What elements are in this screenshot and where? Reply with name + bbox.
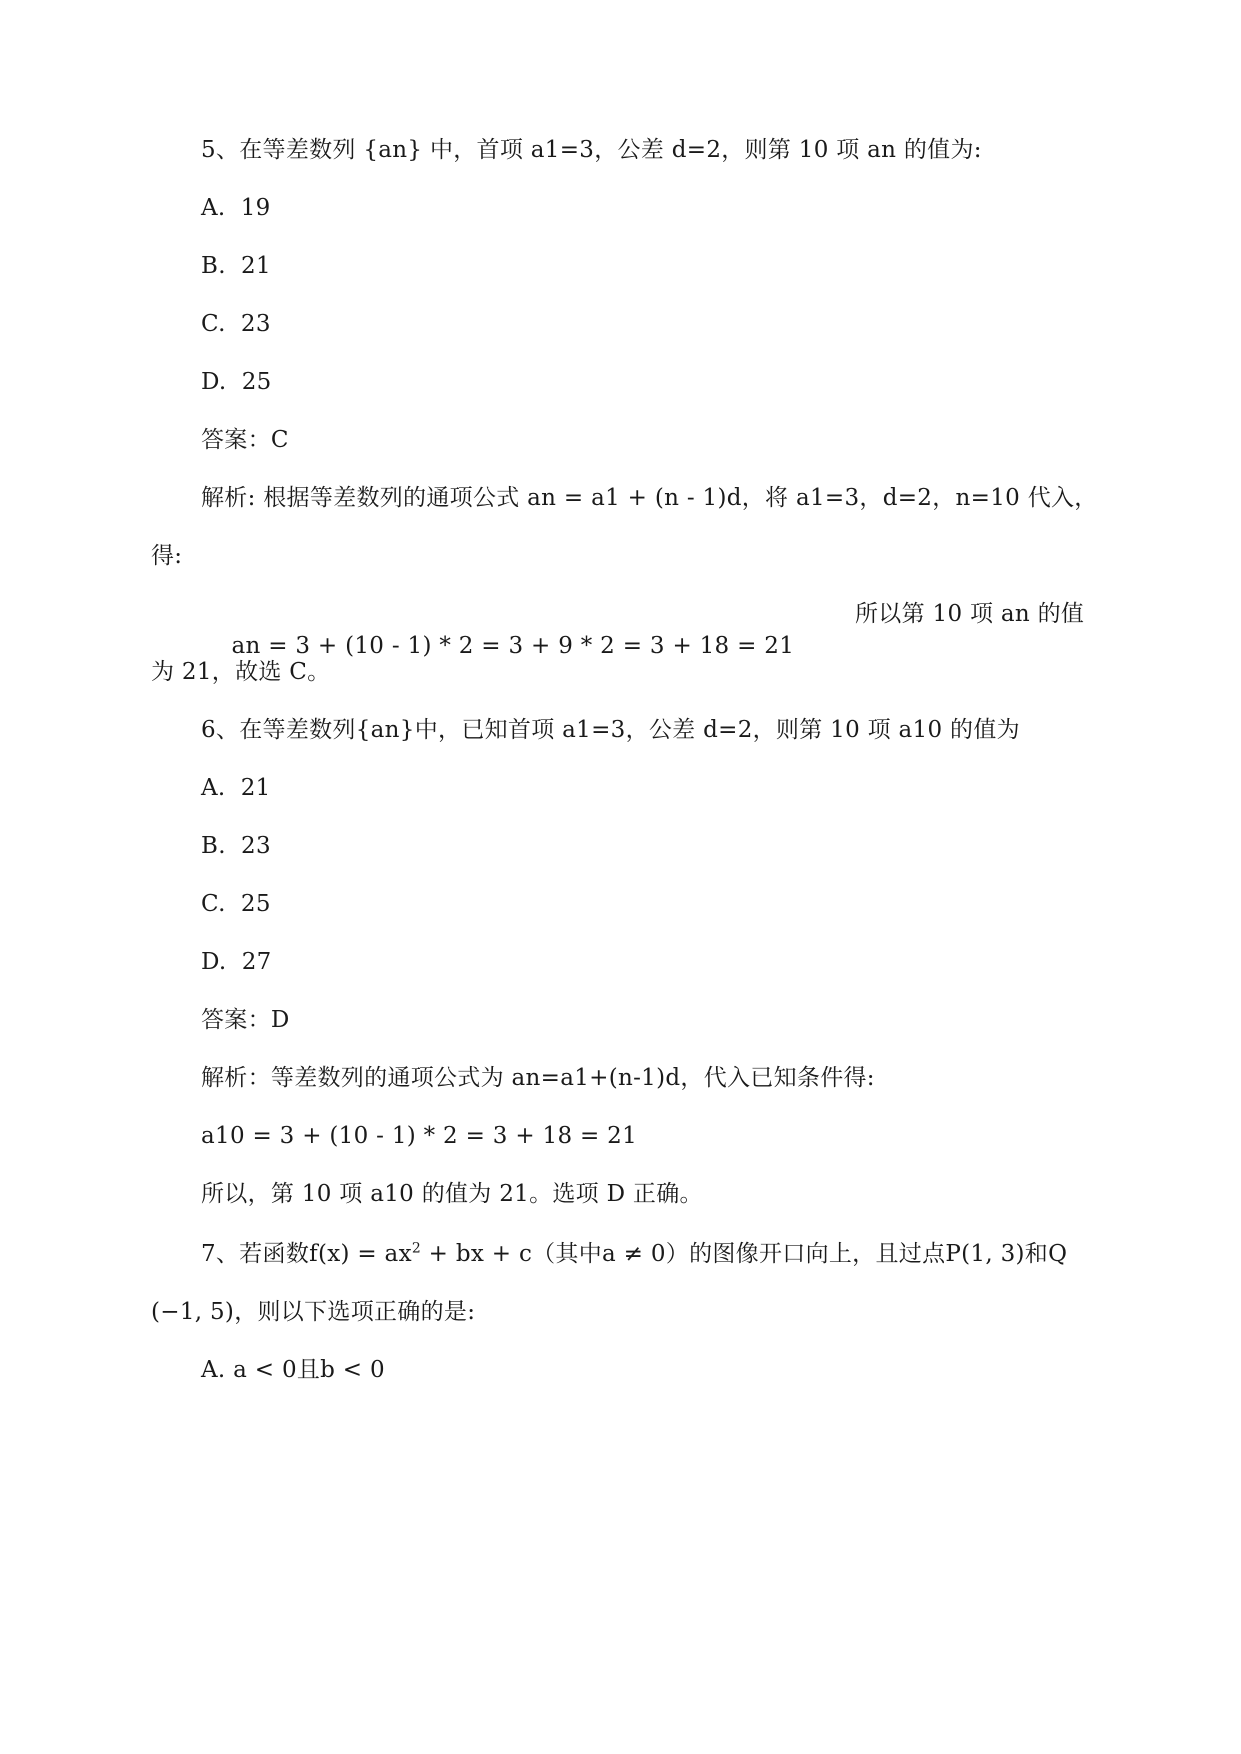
q6-stem: 6、在等差数列{an}中，已知首项 a1=3，公差 d=2，则第 10 项 a10 的值为: [201, 717, 1020, 743]
q6-option-c: C. 25: [201, 891, 271, 917]
q6-option-b: B. 23: [201, 833, 271, 859]
q7-stem-line-2: (−1, 5)，则以下选项正确的是:: [151, 1299, 476, 1325]
q5-analysis-line-4: 为 21，故选 C。: [151, 659, 331, 685]
q5-analysis-line-2: 得:: [151, 543, 183, 569]
q5-analysis-equation: an = 3 + (10 - 1) * 2 = 3 + 9 * 2 = 3 + 18 = 21: [231, 633, 795, 659]
q5-option-d: D. 25: [201, 369, 272, 395]
q7-stem-rest: + bx + c（其中a ≠ 0）的图像开口向上，且过点P(1, 3)和Q: [421, 1241, 1068, 1267]
q5-analysis-line-1: 解析: 根据等差数列的通项公式 an = a1 + (n - 1)d，将 a1=3，d=2，n=10 代入，: [201, 485, 1098, 511]
q5-answer: 答案：C: [201, 427, 289, 453]
q5-analysis-conclusion: 所以第 10 项 an 的值: [855, 601, 1085, 627]
q6-option-a: A. 21: [201, 775, 271, 801]
q6-answer: 答案：D: [201, 1007, 290, 1033]
q6-analysis-line-2: a10 = 3 + (10 - 1) * 2 = 3 + 18 = 21: [201, 1123, 638, 1149]
q6-analysis-line-3: 所以，第 10 项 a10 的值为 21。选项 D 正确。: [201, 1181, 703, 1207]
q5-option-a: A. 19: [201, 195, 271, 221]
q5-stem: 5、在等差数列 {an} 中，首项 a1=3，公差 d=2，则第 10 项 an 的值为:: [201, 137, 982, 163]
q6-option-d: D. 27: [201, 949, 272, 975]
q5-option-b: B. 21: [201, 253, 271, 279]
q7-option-a: A. a < 0且b < 0: [201, 1357, 385, 1383]
q7-stem-function: 7、若函数f(x) = ax: [201, 1241, 412, 1267]
q6-analysis-line-1: 解析：等差数列的通项公式为 an=a1+(n-1)d，代入已知条件得:: [201, 1065, 875, 1091]
q7-stem-exponent: 2: [411, 1240, 422, 1257]
q7-stem: [0, 1238, 1241, 1270]
q5-option-c: C. 23: [201, 311, 271, 337]
